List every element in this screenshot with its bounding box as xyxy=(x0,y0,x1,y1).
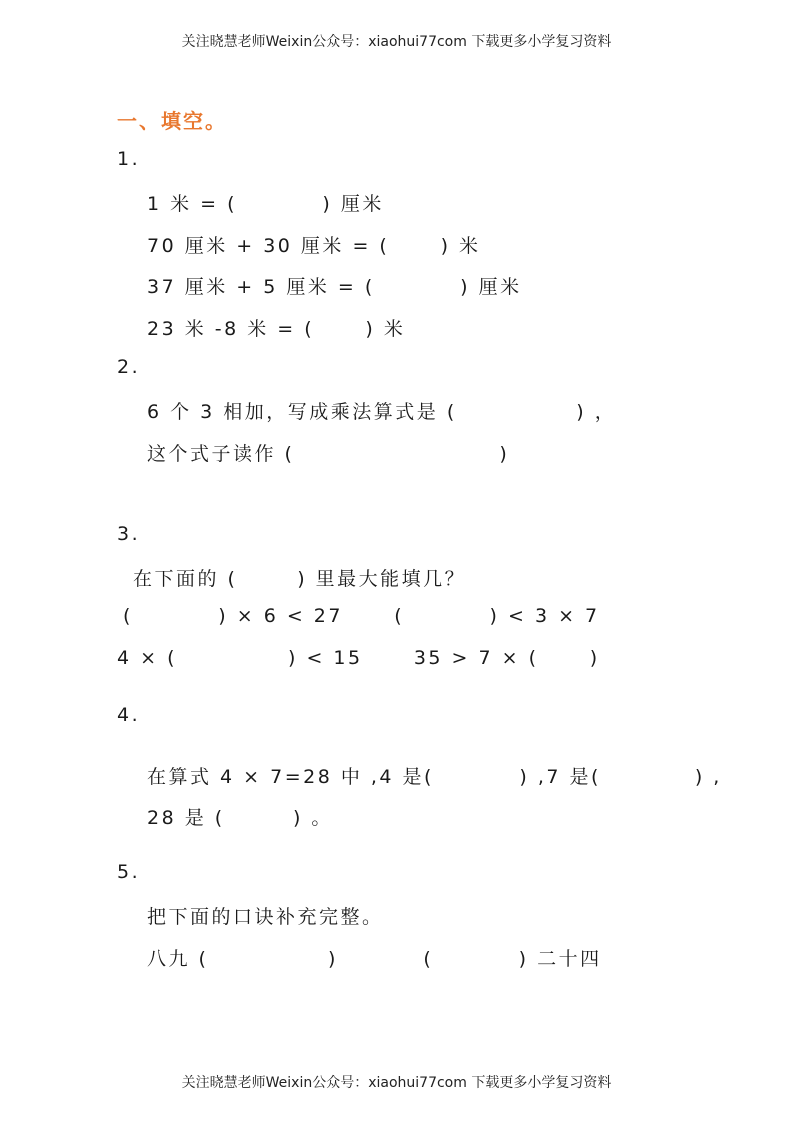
question-2-line-2: 这个式子读作 ( ) xyxy=(147,443,510,465)
question-4-line-1: 在算式 4 × 7=28 中 ,4 是( ) ,7 是( ) , xyxy=(147,766,722,788)
question-1-line-2: 70 厘米 + 30 厘米 = ( ) 米 xyxy=(147,235,481,257)
question-1-number: 1. xyxy=(117,148,141,170)
question-1-line-1: 1 米 = ( ) 厘米 xyxy=(147,193,384,215)
question-2-number: 2. xyxy=(117,356,141,378)
header-text: 关注晓慧老师Weixin公众号：xiaohui77com 下载更多小学复习资料 xyxy=(181,34,612,50)
question-3-line-1: 在下面的 ( ) 里最大能填几？ xyxy=(133,568,467,590)
question-3-line-2: ( ) × 6 < 27 ( ) < 3 × 7 xyxy=(123,605,600,627)
question-4-line-2: 28 是 ( ) 。 xyxy=(147,807,333,829)
question-3-number: 3. xyxy=(117,523,141,545)
question-3-line-3: 4 × ( ) < 15 35 > 7 × ( ) xyxy=(117,647,600,669)
question-4-number: 4. xyxy=(117,704,141,726)
question-1-line-4: 23 米 -8 米 = ( ) 米 xyxy=(147,318,406,340)
section-title: 一、填空。 xyxy=(117,109,227,133)
question-5-line-2: 八九 ( ) ( ) 二十四 xyxy=(147,948,602,970)
question-2-line-1: 6 个 3 相加，写成乘法算式是 ( ) ， xyxy=(147,401,617,423)
question-5-number: 5. xyxy=(117,861,141,883)
footer-text: 关注晓慧老师Weixin公众号：xiaohui77com 下载更多小学复习资料 xyxy=(181,1075,612,1091)
question-1-line-3: 37 厘米 + 5 厘米 = ( ) 厘米 xyxy=(147,276,522,298)
question-5-line-1: 把下面的口诀补充完整。 xyxy=(147,906,384,928)
